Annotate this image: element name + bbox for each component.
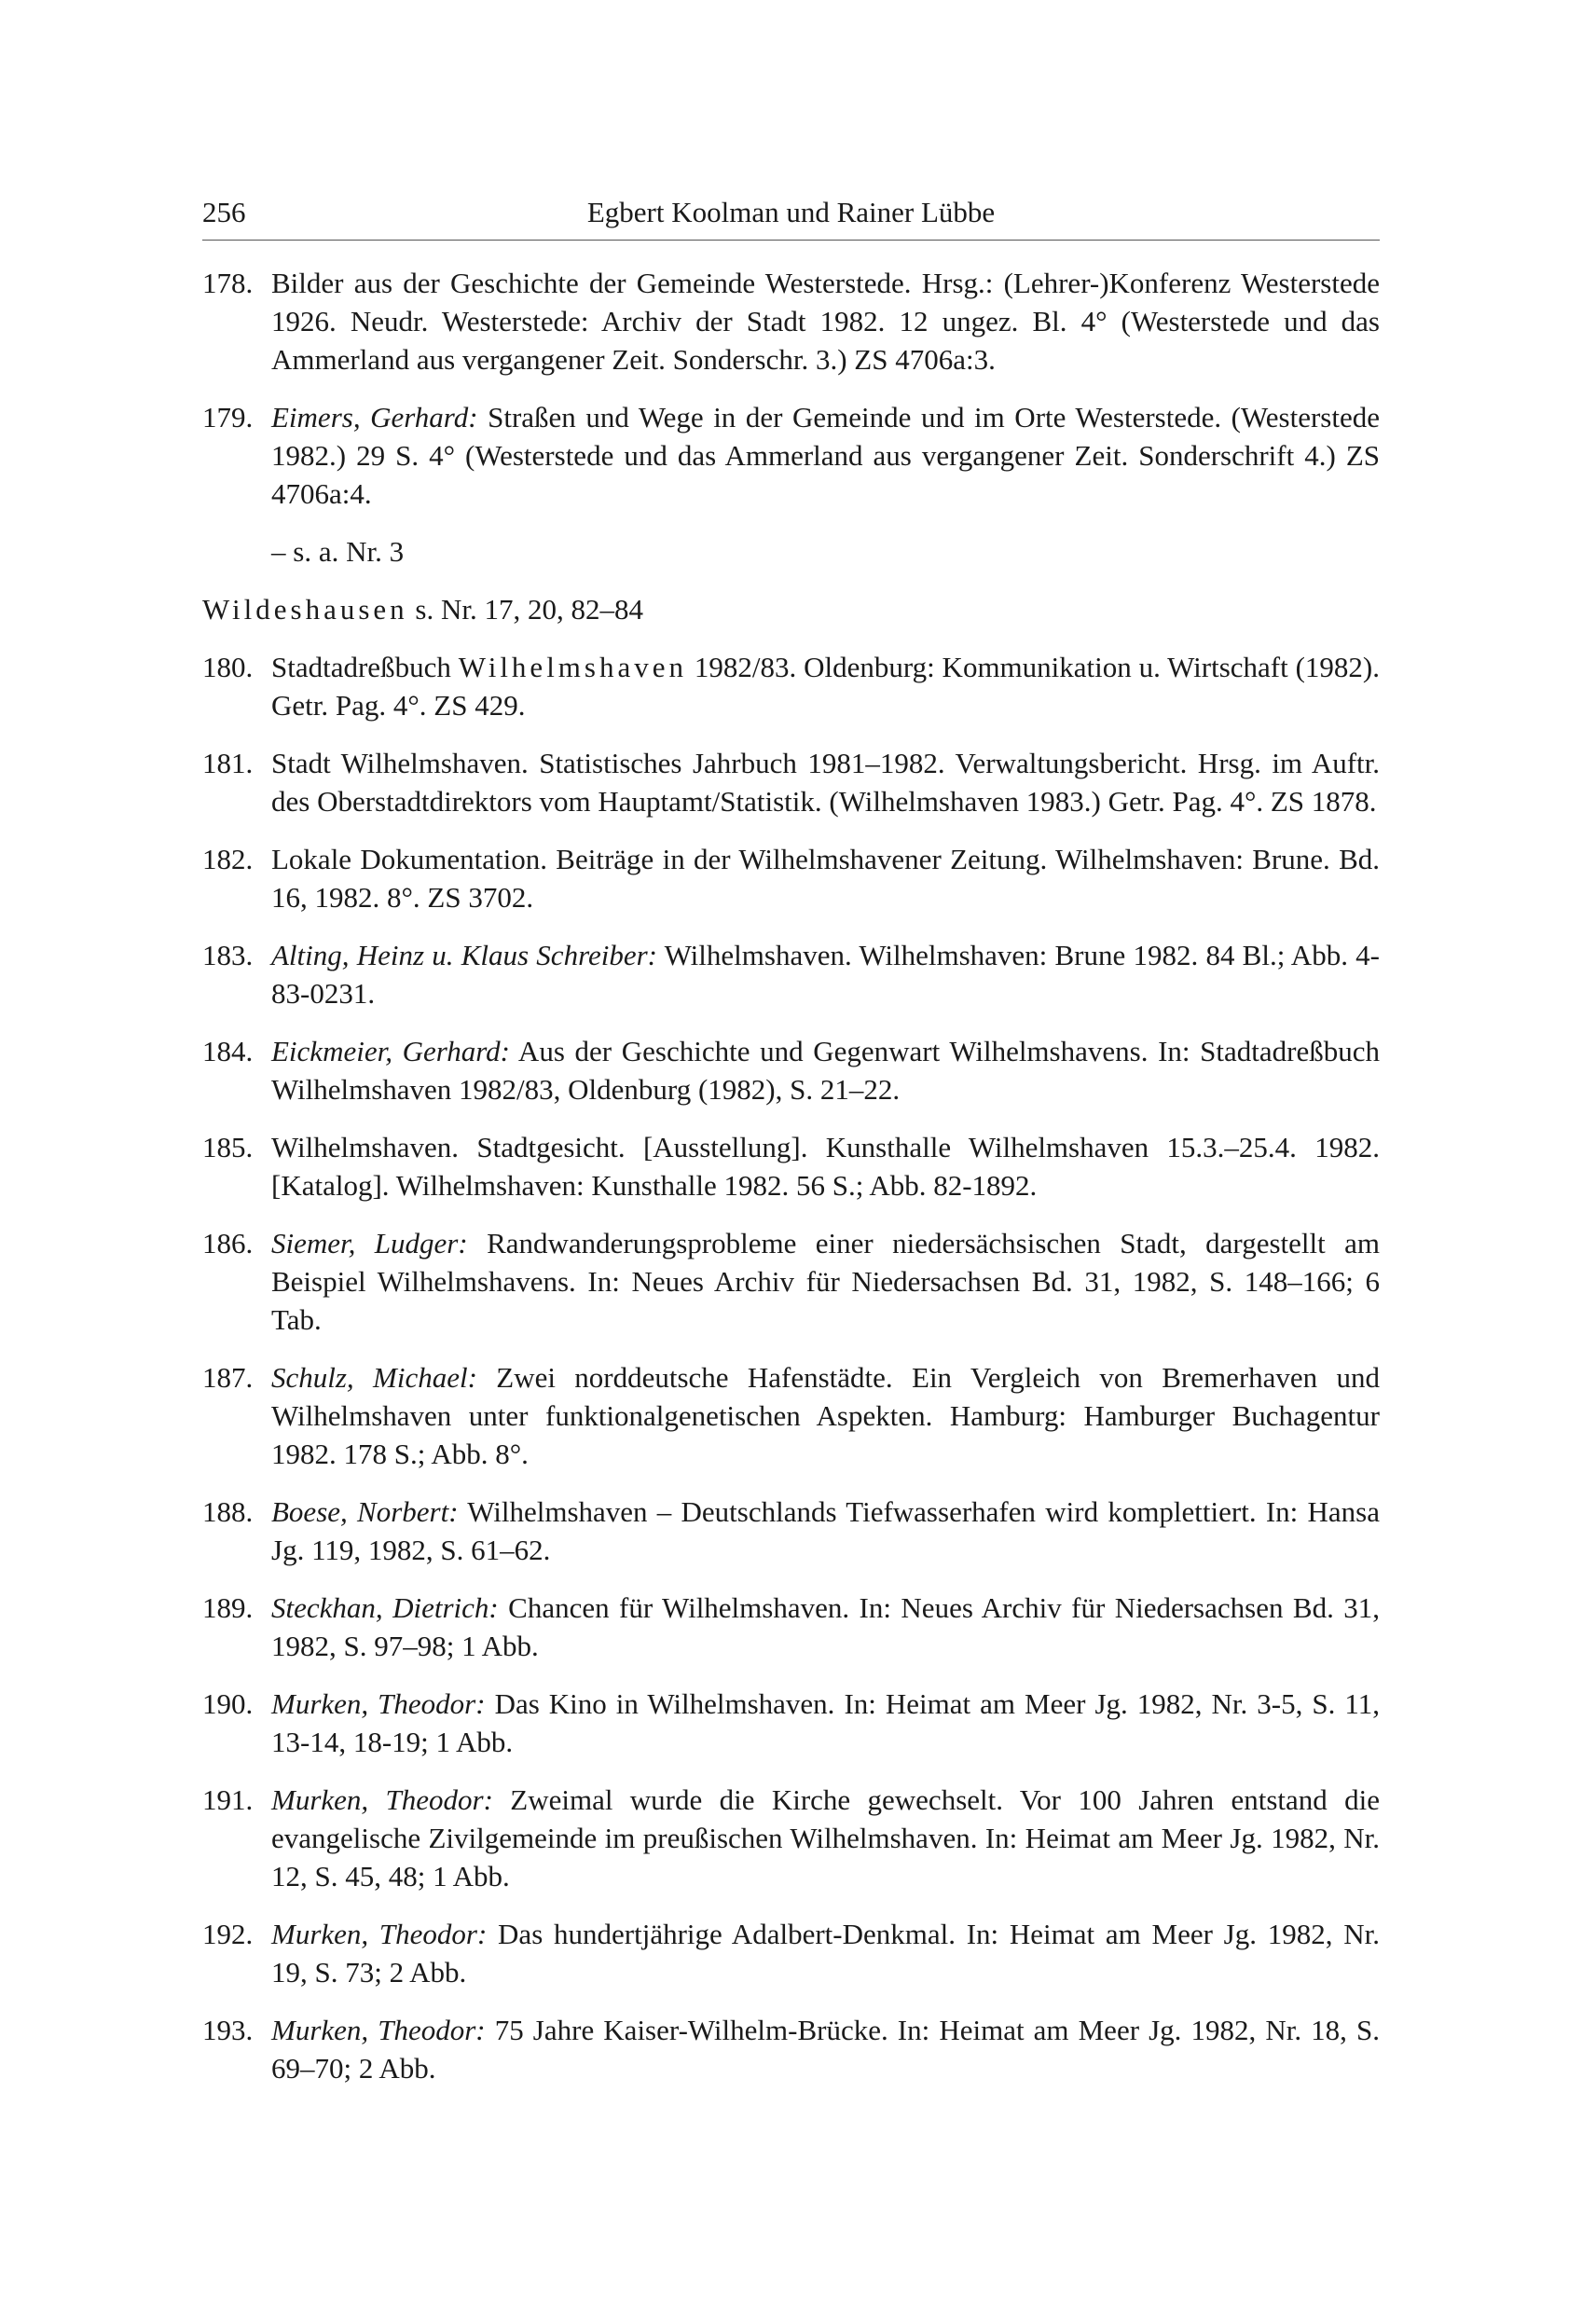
entry-text-pre: Stadtadreßbuch [271,651,459,683]
running-head [202,191,1380,234]
see-also-reference: – s. a. Nr. 3 [271,535,405,568]
entry-author: Eimers, Gerhard: [271,401,478,434]
entry-author: Murken, Theodor: [271,1918,488,1950]
bibliography-entry [202,1493,1380,1569]
entry-author: Alting, Heinz u. Klaus Schreiber: [271,939,657,971]
bibliography-entry [202,840,1380,916]
entries-group-a [202,264,1380,513]
entry-author: Murken, Theodor: [271,1783,493,1816]
entry-text: Lokale Dokumentation. Beiträge in der Wilhelmshavener Zeitung. Wilhelmshaven: Brune. Bd. 16, 1982. 8°. ZS 3702. [271,843,1380,914]
page [202,191,1380,2107]
entry-text: Wilhelmshaven. Stadtgesicht. [Ausstellung]. Kunsthalle Wilhelmshaven 15.3.–25.4. 1982. [Katalog]. Wilhelmshaven: Kunsthalle 1982. 56 S.; Abb. 82-1892. [271,1131,1380,1202]
entry-author: Boese, Norbert: [271,1495,459,1528]
entry-author: Schulz, Michael: [271,1361,477,1394]
entry-number: 193. [202,2014,254,2046]
entry-number: 178. [202,267,254,299]
bibliography-entry [202,936,1380,1012]
running-title: Egbert Koolman und Rainer Lübbe [586,196,996,228]
entry-text: 75 Jahre Kaiser-Wilhelm-Brücke. In: Heimat am Meer Jg. 1982, Nr. 18, S. 69–70; 2 Abb. [271,2014,1380,2085]
entry-text: Bilder aus der Geschichte der Gemeinde Westerstede. Hrsg.: (Lehrer-)Konferenz Westerstede 1926. Neudr. Westerstede: Archiv der Stadt 1982. 12 ungez. Bl. 4° (Westerstede und das Ammerland aus vergangener Zeit. Sonderschr. 3.) ZS 4706a:3. [271,267,1380,376]
entry-text: Zweimal wurde die Kirche gewechselt. Vor 100 Jahren entstand die evangelische Zivilgemeinde im preußischen Wilhelmshaven. In: Heimat am Meer Jg. 1982, Nr. 12, S. 45, 48; 1 Abb. [271,1783,1380,1892]
entry-number: 185. [202,1131,254,1163]
entry-text: Aus der Geschichte und Gegenwart Wilhelmshavens. In: Stadtadreßbuch Wilhelmshaven 1982/83, Oldenburg (1982), S. 21–22. [271,1035,1380,1106]
entry-number: 192. [202,1918,254,1950]
entry-number: 189. [202,1591,254,1624]
bibliography-entry [202,1128,1380,1204]
bibliography-entry [202,744,1380,820]
entry-author: Steckhan, Dietrich: [271,1591,499,1624]
entry-text-post: 1982/83. Oldenburg: Kommunikation u. Wirtschaft (1982). Getr. Pag. 4°. ZS 429. [271,651,1380,722]
bibliography-entry [202,2011,1380,2087]
entry-text: Chancen für Wilhelmshaven. In: Neues Archiv für Niedersachsen Bd. 31, 1982, S. 97–98; 1 Abb. [271,1591,1381,1662]
entry-text: Zwei norddeutsche Hafenstädte. Ein Vergleich von Bremerhaven und Wilhelmshaven unter funktionalgenetischen Aspekten. Hamburg: Hamburger Buchagentur 1982. 178 S.; Abb. 8°. [271,1361,1381,1470]
entry-number: 190. [202,1687,254,1720]
bibliography-entry [202,1032,1380,1108]
entry-author: Eickmeier, Gerhard: [271,1035,510,1067]
entry-text: Wilhelmshaven – Deutschlands Tiefwasserhafen wird komplettiert. In: Hansa Jg. 119, 1982, S. 61–62. [271,1495,1380,1566]
bibliography-entry [202,1358,1380,1473]
entry-number: 180. [202,651,254,683]
entries-group-b [202,744,1380,2087]
header-rule [202,240,1380,241]
bibliography-entry [202,264,1380,378]
entry-number: 187. [202,1361,254,1394]
entry-text: Das Kino in Wilhelmshaven. In: Heimat am Meer Jg. 1982, Nr. 3-5, S. 11, 13-14, 18-19; 1 Abb. [271,1687,1380,1758]
place-heading [202,590,1380,628]
place-reference: s. Nr. 17, 20, 82–84 [407,593,643,626]
entry-author: Murken, Theodor: [271,2014,486,2046]
entry-number: 183. [202,939,254,971]
page-number: 256 [202,196,246,228]
entry-number: 184. [202,1035,254,1067]
bibliography-entry [202,1781,1380,1895]
entry-author: Siemer, Ludger: [271,1227,468,1259]
entry-text: Stadt Wilhelmshaven. Statistisches Jahrbuch 1981–1982. Verwaltungsbericht. Hrsg. im Auftr. des Oberstadtdirektors vom Hauptamt/Statistik. (Wilhelmshaven 1983.) Getr. Pag. 4°. ZS 1878. [271,747,1380,818]
entry-number: 179. [202,401,254,434]
entry-number: 188. [202,1495,254,1528]
entry-text: Das hundertjährige Adalbert-Denkmal. In: Heimat am Meer Jg. 1982, Nr. 19, S. 73; 2 Abb. [271,1918,1380,1989]
place-name: Wildeshausen [202,593,408,626]
entry-text: Randwanderungsprobleme einer niedersächsischen Stadt, dargestellt am Beispiel Wilhelmshavens. In: Neues Archiv für Niedersachsen Bd. 31, 1982, S. 148–166; 6 Tab. [271,1227,1380,1336]
entry-number: 191. [202,1783,254,1816]
bibliography-entry [202,1915,1380,1991]
entry-text-spaced: Wilhelmshaven [458,651,687,683]
bibliography-entry [202,1589,1380,1665]
bibliography-entry [202,1224,1380,1339]
bibliography-entries [202,264,1380,2087]
entry-text: Wilhelmshaven. Wilhelmshaven: Brune 1982. 84 Bl.; Abb. 4-83-0231. [271,939,1380,1010]
entry-author: Murken, Theodor: [271,1687,486,1720]
bibliography-entry [202,648,1380,724]
entry-number: 182. [202,843,254,875]
entry-text: Straßen und Wege in der Gemeinde und im Orte Westerstede. (Westerstede 1982.) 29 S. 4° (Westerstede und das Ammerland aus vergangener Zeit. Sonderschrift 4.) ZS 4706a:4. [271,401,1380,510]
bibliography-entry [202,1685,1380,1761]
entry-number: 186. [202,1227,254,1259]
bibliography-entry [202,398,1380,513]
entry-number: 181. [202,747,254,779]
